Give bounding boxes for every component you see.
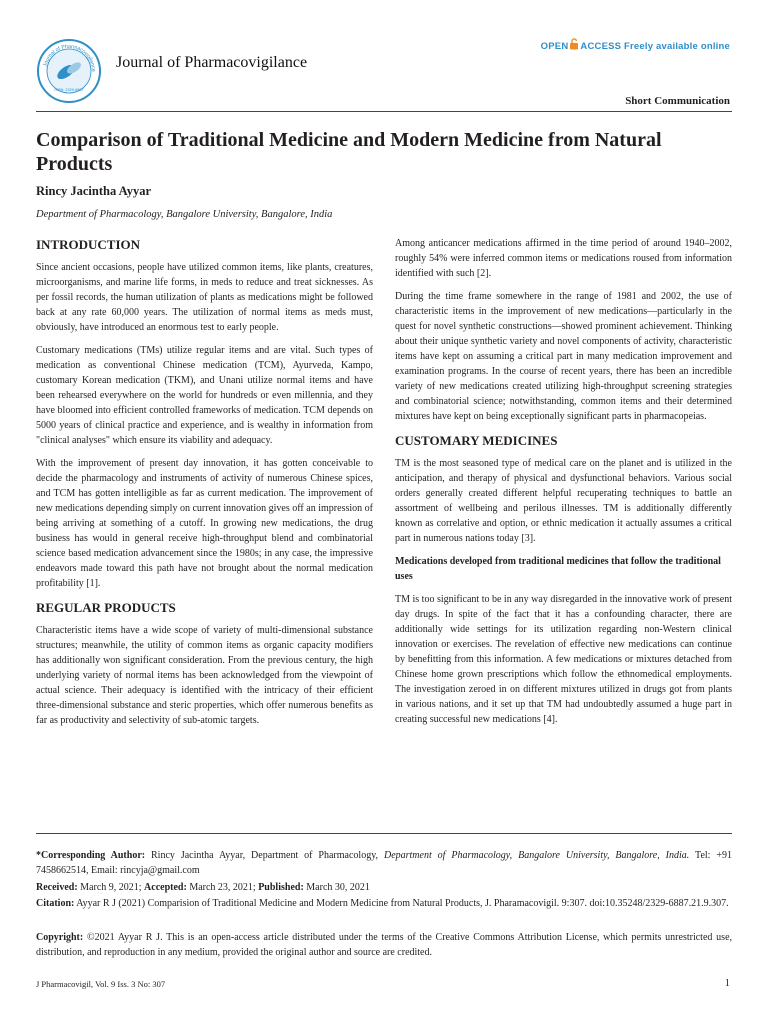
header-divider [36,111,732,112]
corresponding-author-contact: Tel: +91 7458662514, Email: rincyja@gmail.com [36,850,732,876]
paragraph: Since ancient occasions, people have utilized common items, like plants, creatures, microorganisms, and marine life forms, in meds to reduce and treat sicknesses. As per fossil records, the human utilization of plants as medications might be followed back at any rate 60,000 years. The utilization of normal items as meds must, obviously, have introduced an enormous test to early people. [36,262,373,333]
copyright-label: Copyright: [36,932,84,943]
copyright [36,930,732,960]
author-name: Rincy Jacintha Ayyar [36,184,152,198]
section-heading-introduction: INTRODUCTION [36,237,141,252]
section-heading-customary-medicines: CUSTOMARY MEDICINES [395,433,558,448]
paragraph: With the improvement of present day innovation, it has gotten conceivable to decide the pharmacology and instruments of activity of numerous Chinese spices, and TCM has gotten intelligible as far as current medication. The improvement of new medications depending simply on current innovation gives off an impression of being arriving at something of a cutoff. In growing new medications, the drug business has would in general receive high-throughput blend and combinatorial science based medication advancement since the 1980s; in any case, the impressive endeavors made toward this path have not brought about the normal medication profitability [1]. [36,458,373,589]
accepted-label: Accepted: [144,882,187,893]
corresponding-author-label: *Corresponding Author: [36,850,146,861]
citation-label: Citation: [36,898,75,909]
accepted-date: March 23, 2021; [189,882,256,893]
journal-logo [36,38,102,104]
publication-dates [36,880,732,895]
received-label: Received: [36,882,78,893]
article-type: Short Communication [625,95,730,107]
paragraph: TM is the most seasoned type of medical care on the planet and is utilized in the anticipation, and therapy of physical and dysfunctional behaviors. Various social orders generally created different helpful recuperating techniques to battle an assortment of wellbeing and perilous illnesses. TM is additionally differently known as correlative and option, or ethnic medication it actually assumes a critical part in numerous nations today [3]. [395,458,732,544]
citation [36,896,732,911]
journal-name: Journal of Pharmacovigilance [116,54,308,71]
open-access-rest: ACCESS Freely available online [580,41,730,52]
open-access-word: OPEN [540,41,569,52]
paragraph: Customary medications (TMs) utilize regular items and are vital. Such types of medication as conventional Chinese medication (TCM), Ayurveda, Kampo, customary Korean medication (TKM), and Unani utilize normal items and have been rehearsed everywhere on the world for hundreds or even millennia, and they have bloomed into efficient controlled frameworks of medication. TCM depends on 5000 years of clinical practice and experience, and is wealthy in information from "clinical analyses" which ensure its viability and adequacy. [36,345,373,446]
footnote-divider [36,833,732,834]
author-affiliation: Department of Pharmacology, Bangalore University, Bangalore, India [36,209,333,220]
right-column [395,236,732,735]
copyright-text: ©2021 Ayyar R J. This is an open-access article distributed under the terms of the Creative Commons Attribution License, which permits unrestricted use, distribution, and reproduction in any medium, provided the original author and source are credited. [36,932,733,958]
paragraph: Among anticancer medications affirmed in the time period of around 1940–2002, roughly 54% were inferred common items or medications roused from information identified with such [2]. [395,238,732,279]
logo-issn: ISSN: 2329-6887 [54,88,84,92]
article-title: Comparison of Traditional Medicine and Modern Medicine from Natural Products [36,129,662,175]
paragraph: During the time frame somewhere in the range of 1981 and 2002, the use of characteristic items in the improvement of new medications—particularly in the quest for novel synthetic constructions—showed prominent achievement. Thinking about their unique synthetic variety and novel components of activity, characteristic items have kept on assuming a critical part in many medication improvement and examination programs. In the course of recent years, there has been an incredible variety of new medications created utilizing high-throughput screening strategies and combinatorial science; notwithstanding, common items and their determined mixtures have kept on being exceptionally significant parts in pharmacopeias. [395,291,732,422]
running-footer: J Pharmacovigil, Vol. 9 Iss. 3 No: 307 [36,979,166,989]
paragraph: Characteristic items have a wide scope of variety of multi-dimensional substance structures; meanwhile, the utility of common items as organic capacity modifiers has additionally won significant consideration. From the previous century, the high underlying variety of normal items has been acknowledged from the viewpoint of actual science. Their adequacy is identified with the intricacy of their efficient three-dimensional substance and steric properties, which offer numerous benefits as far as productivity and selectivity of sub-atomic targets. [36,625,373,726]
left-column [36,236,373,736]
published-date: March 30, 2021 [306,882,370,893]
citation-text: Ayyar R J (2021) Comparision of Traditional Medicine and Modern Medicine from Natural Products, J. Pharamacovigil. 9:307. doi:10.35248/2329-6887.21.9.307. [76,898,729,909]
open-access-banner [541,38,730,52]
paragraph: TM is too significant to be in any way disregarded in the innovative work of present day drugs. In spite of the fact that it has a confounding character, there are additionally wide settings for its utilization regarding non-Western clinical innovation or exercises. The revelation of effective new medications can continue by benefitting from this information. A few medications or mixtures detached from Chinese home grown prescriptions which follow the ethnomedical employments. The investigation zeroed in on different mixtures utilized in drugs got from plants in various nations, and it set up that TM had undoubtedly assumed a huge part in creating successful new medications [4]. [395,594,732,725]
section-heading-regular-products: REGULAR PRODUCTS [36,600,176,615]
published-label: Published: [258,882,304,893]
open-lock-icon [569,38,579,50]
logo-ring-text: Journal of Pharmacovigilance [42,43,97,72]
page-number: 1 [724,978,730,989]
corresponding-author [36,848,732,878]
received-date: March 9, 2021; [80,882,142,893]
corresponding-author-affiliation: Department of Pharmacology, Bangalore University, Bangalore, India. [383,850,690,861]
subsection-heading: Medications developed from traditional medicines that follow the traditional uses [395,556,721,582]
corresponding-author-text: Rincy Jacintha Ayyar, Department of Pharmacology, [151,850,379,861]
